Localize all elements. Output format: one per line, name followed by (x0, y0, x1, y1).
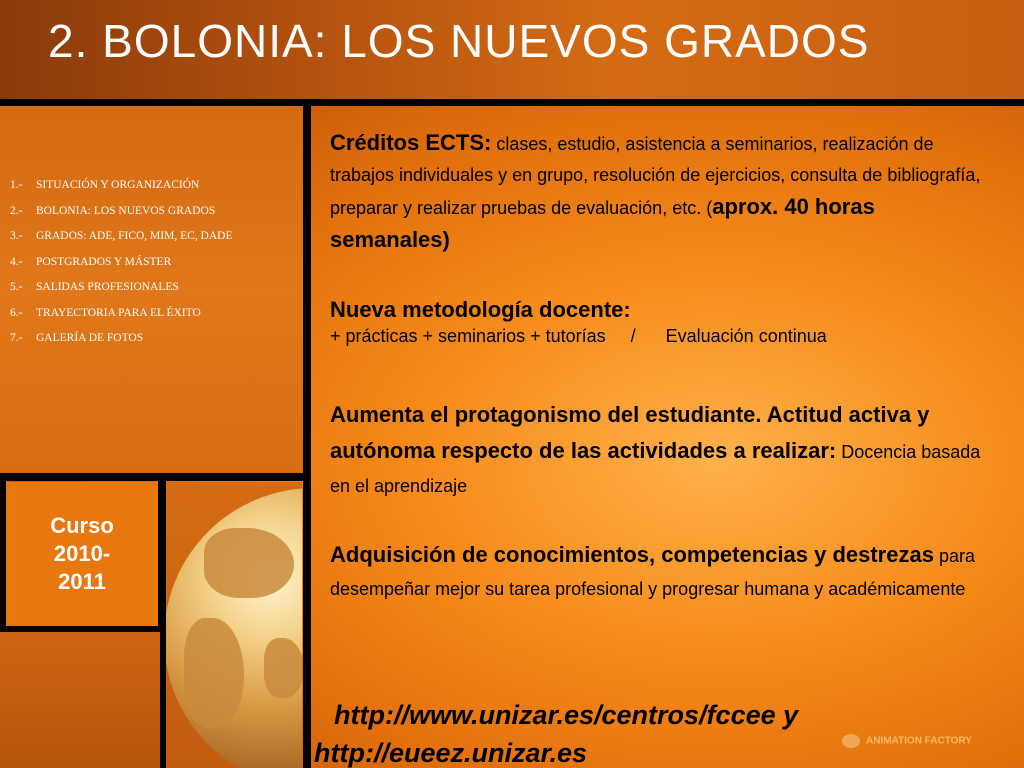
ects-heading: Créditos ECTS: (330, 130, 492, 155)
globe-image-box (166, 482, 302, 768)
eueez-link[interactable]: http://eueez.unizar.es (314, 738, 588, 768)
course-year-box (6, 482, 158, 626)
animation-factory-logo-icon (842, 734, 860, 748)
ects-paragraph (330, 128, 1000, 258)
menu-item-label: BOLONIA: LOS NUEVOS GRADOS (36, 204, 216, 217)
section-menu (10, 178, 232, 357)
menu-item-label: GALERÍA DE FOTOS (36, 332, 144, 344)
protagonism-heading: Aumenta el protagonismo del estudiante. Actitud activa y autónoma respecto de las actividades a realizar: (330, 402, 930, 463)
menu-item-1[interactable]: 1.- SITUACIÓN Y ORGANIZACIÓN (10, 179, 200, 191)
slide-title: 2. BOLONIA: LOS NUEVOS GRADOS (48, 15, 870, 67)
title-divider (0, 99, 1024, 106)
methodology-heading: Nueva metodología docente: (330, 297, 631, 322)
left-column-divider (303, 99, 311, 768)
course-year-end: 2011 (58, 569, 106, 594)
menu-item-5[interactable]: 5.- SALIDAS PROFESIONALES (10, 281, 179, 293)
competences-heading: Adquisición de conocimientos, competencias y destrezas (330, 542, 934, 567)
bottom-left-block (0, 632, 160, 768)
competences-paragraph (330, 538, 1000, 607)
competences-text: para desempeñar mejor su tarea profesional y progresar humana y académicamente (330, 546, 975, 599)
ects-text: clases, estudio, asistencia a seminarios, realización de trabajos individuales y en grupo, resolución de ejercicios, consulta de bibliografía, preparar y realizar pruebas de evaluación, etc. ( (330, 134, 981, 218)
methodology-paragraph (330, 296, 1000, 348)
course-label: Curso (50, 513, 114, 538)
menu-item-3[interactable]: 3.- GRADOS: ADE, FICO, MIM, EC, DADE (10, 230, 233, 242)
menu-item-label: POSTGRADOS Y MÁSTER (36, 255, 172, 268)
fccee-link[interactable]: http://www.unizar.es/centros/fccee y (334, 700, 799, 730)
menu-bottom-divider (0, 473, 310, 481)
menu-item-label: SITUACIÓN Y ORGANIZACIÓN (36, 179, 200, 191)
menu-item-2[interactable]: 2.- BOLONIA: LOS NUEVOS GRADOS (10, 204, 216, 217)
menu-item-6[interactable]: 6.- TRAYECTORIA PARA EL ÉXITO (10, 306, 201, 319)
protagonism-text: Docencia basada en el aprendizaje (330, 442, 981, 496)
globe-icon (166, 488, 302, 768)
ects-hours: aprox. 40 horas semanales) (330, 194, 875, 252)
menu-item-label: TRAYECTORIA PARA EL ÉXITO (36, 306, 201, 319)
watermark (842, 734, 972, 748)
menu-item-7[interactable]: 7.- GALERÍA DE FOTOS (10, 332, 144, 344)
menu-item-label: SALIDAS PROFESIONALES (36, 281, 179, 293)
curso-left-border (0, 473, 6, 631)
protagonism-paragraph (330, 398, 1000, 504)
menu-item-label: GRADOS: ADE, FICO, MIM, EC, DADE (36, 230, 233, 242)
methodology-text: + prácticas + seminarios + tutorías / Evaluación continua (330, 326, 827, 346)
watermark-text: ANIMATION FACTORY (866, 735, 972, 747)
menu-item-4[interactable]: 4.- POSTGRADOS Y MÁSTER (10, 255, 172, 268)
course-year-start: 2010- (53, 541, 111, 566)
